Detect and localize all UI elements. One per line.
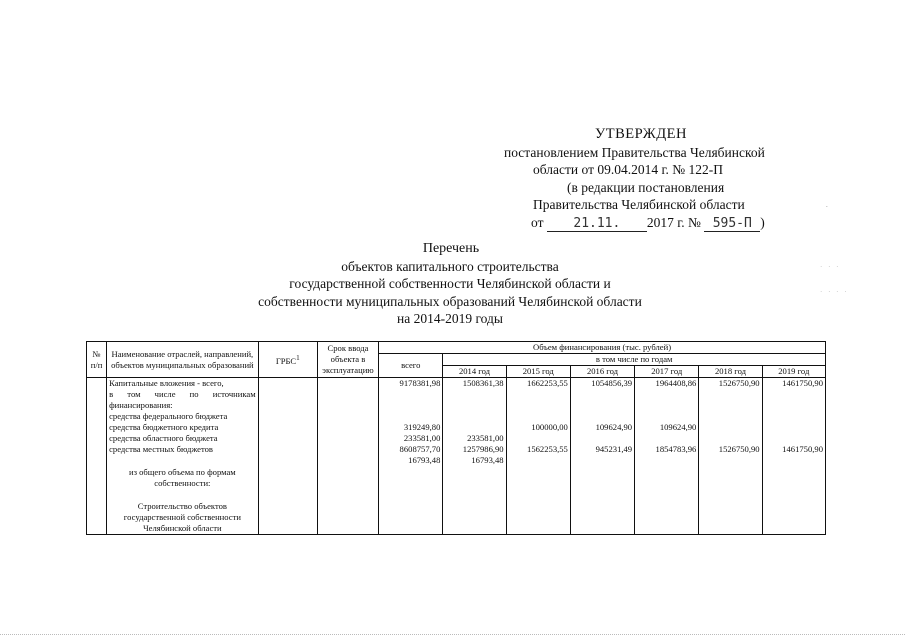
name-construction-2: государственной собственности (123, 512, 241, 522)
spacer (637, 389, 696, 422)
cell-2016 (570, 378, 634, 535)
name-financing: финансирования: (109, 400, 173, 410)
approval-block (500, 126, 800, 232)
heading-line-3: собственности муниципальных образований Челябинской области (258, 293, 642, 309)
y2017-credit (637, 433, 696, 444)
y2015-capital: 1662253,55 (527, 378, 568, 388)
cell-2014 (443, 378, 506, 535)
header-grbs-label: ГРБС (275, 355, 297, 366)
header-name: Наименование отраслей, направлений, объектов муниципальных образований (107, 342, 259, 378)
total-regional: 8608757,70 (399, 444, 441, 454)
name-credit: средства бюджетного кредита (109, 422, 219, 432)
y2017-capital: 1964408,86 (655, 378, 697, 388)
y2014-local: 16793,48 (471, 455, 504, 465)
cell-total (379, 378, 443, 535)
y2016-credit (573, 433, 632, 444)
page-edge (0, 634, 905, 636)
name-spacer (109, 489, 256, 501)
header-term: Срок ввода объекта в эксплуатацию (317, 342, 378, 378)
header-year-2015: 2015 год (506, 366, 570, 378)
y2015-federal: 100000,00 (531, 422, 568, 432)
y2017-regional: 1854783,96 (655, 444, 697, 454)
header-grbs-footnote: 1 (296, 353, 300, 362)
handwritten-date: 21.11. (547, 217, 647, 232)
name-regional: средства областного бюджета (109, 433, 218, 443)
y2014-capital: 1508361,38 (462, 378, 504, 388)
y2018-capital: 1526750,90 (718, 378, 760, 388)
name-including: в том числе по источникам (109, 389, 256, 399)
approval-line-1: постановлением Правительства Челябинской (504, 144, 765, 160)
name-local: средства местных бюджетов (109, 444, 213, 454)
y2014-federal (445, 422, 503, 433)
y2016-federal: 109624,90 (595, 422, 633, 432)
name-federal: средства федерального бюджета (109, 411, 228, 421)
name-spacer (109, 455, 256, 467)
heading-line-4: на 2014-2019 годы (397, 311, 503, 326)
spacer (765, 389, 823, 444)
approval-close-paren: ) (760, 214, 765, 230)
cell-term (317, 378, 378, 535)
cell-2018 (699, 378, 762, 535)
y2014-regional: 1257986,90 (462, 444, 504, 454)
spacer (445, 389, 503, 422)
spacer (573, 389, 632, 422)
name-ownership-2: собственности: (154, 478, 211, 488)
y2018-regional: 1526750,90 (718, 444, 760, 454)
scan-noise: · · · (820, 263, 841, 271)
spacer (509, 389, 568, 422)
name-ownership-1: из общего объема по формам (128, 467, 236, 477)
heading-title: Перечень (422, 241, 480, 256)
approval-from-label: от (531, 214, 544, 230)
header-year-2017: 2017 год (635, 366, 699, 378)
cell-2015 (506, 378, 570, 535)
name-capital: Капитальные вложения - всего, (109, 378, 224, 388)
header-total: всего (379, 354, 443, 378)
y2014-credit: 233581,00 (467, 433, 504, 443)
cell-num (87, 378, 107, 535)
spacer (381, 389, 440, 422)
heading-line-2: государственной собственности Челябинской области и (289, 276, 611, 291)
cell-name (107, 378, 259, 535)
header-volume: Объем финансирования (тыс. рублей) (379, 342, 826, 354)
header-num: № п/п (87, 342, 107, 378)
approval-title: УТВЕРЖДЕН (595, 126, 687, 142)
approval-line-2: области от 09.04.2014 г. № 122-П (533, 162, 723, 177)
header-year-2016: 2016 год (570, 366, 634, 378)
total-capital: 9178381,98 (399, 378, 441, 388)
approval-line-5 (500, 214, 800, 232)
y2019-regional: 1461750,90 (782, 444, 823, 454)
y2017-federal: 109624,90 (659, 422, 697, 432)
header-year-2014: 2014 год (443, 366, 506, 378)
y2019-capital: 1461750,90 (782, 378, 823, 388)
spacer (701, 389, 759, 444)
handwritten-number: 595-П (704, 217, 760, 232)
heading-line-1: объектов капитального строительства (341, 258, 559, 274)
header-year-2018: 2018 год (699, 366, 762, 378)
header-year-2019: 2019 год (762, 366, 825, 378)
name-construction-1: Строительство объектов (137, 501, 227, 511)
header-grbs (258, 342, 317, 378)
y2015-regional: 1562253,55 (527, 444, 568, 454)
document-heading (160, 240, 740, 328)
total-credit: 233581,00 (403, 433, 441, 443)
scan-speck: . (826, 201, 828, 209)
y2016-capital: 1054856,39 (591, 378, 633, 388)
cell-2019 (762, 378, 825, 535)
approval-line-4: Правительства Челябинской области (533, 197, 745, 212)
y2015-credit (509, 433, 568, 444)
name-construction-3: Челябинской области (143, 523, 222, 533)
cell-grbs (258, 378, 317, 535)
approval-year-label: 2017 г. № (646, 214, 701, 230)
scan-noise: · · · · (820, 288, 849, 296)
cell-2017 (635, 378, 699, 535)
total-local: 16793,48 (408, 455, 441, 465)
total-federal: 319249,80 (403, 422, 441, 432)
financing-table (86, 341, 826, 535)
header-by-years: в том числе по годам (443, 354, 826, 366)
approval-line-3: (в редакции постановления (567, 179, 725, 195)
y2016-regional: 945231,49 (595, 444, 633, 454)
